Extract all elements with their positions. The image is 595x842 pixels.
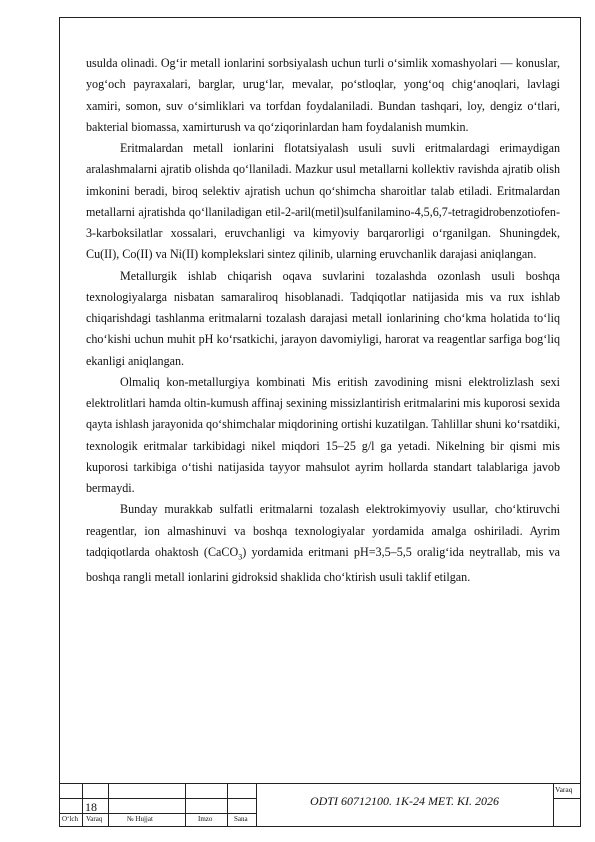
paragraph-5-text-a: Bunday murakkab sulfatli eritmalarni tozalash elektrokimyoviy usullar, cho‘ktiruvchi reagentlar, ion almashinuvi va boshqa texnologiyalar yordamida amalga oshiriladi. Ayrim tadqiqotlarda ohaktosh (CaCO [86,502,560,559]
paragraph-1: usulda olinadi. Og‘ir metall ionlarini sorbsiyalash uchun turli o‘simlik xomashyolari — konuslar, yog‘och payraxalari, barglar, urug‘lar, mevalar, po‘stloqlar, yong‘oq chig‘anoqlari, lavlagi xamiri, somon, suv o‘simliklari va torfdan foydalaniladi. Bundan tashqari, loy, dengiz o‘tlari, bakterial biomassa, xamirturush va qo‘ziqorinlardan ham foydalanish mumkin. [86,56,560,134]
paragraph-3: Metallurgik ishlab chiqarish oqava suvlarini tozalashda ozonlash usuli boshqa texnologiyalarga nisbatan samaraliroq hisoblanadi. Tadqiqotlar natijasida mis va rux ishlab chiqarishdagi tashlanma eritmalarni tozalash darajasi metall ionlarining cho‘kma holatida to‘liq cho‘kishi uchun muhit pH ko‘rsatkichi, jarayon davomiyligi, harorat va reagentlar sarfiga bog‘liq ekanligi aniqlangan. [86,268,560,368]
sana-label: Sana [234,815,248,823]
subscript-3: 3 [238,552,243,562]
doc-code: ODTI 60712100. 1K-24 MET. KI. 2026 [309,794,500,808]
document-body [86,53,560,589]
varaq-col-label: Varaq [86,815,103,823]
varaq-label: Varaq [555,785,573,794]
page-number: 18 [85,800,97,814]
olch-label: O‘lch [62,815,78,823]
title-block-stamp [59,783,581,827]
hujjat-label: № Hujjat [127,815,153,823]
paragraph-4: Olmaliq kon-metallurgiya kombinati Mis eritish zavodining misni elektrolizlash sexi elektrolitlari hamda oltin-kumush affinaj sexining missizlantirish eritmalarini mis kuporosi sexida qayta ishlash jarayonida qo‘shimchalar miqdorining ortishi kuzatilgan. Tahlillar shuni ko‘rsatdiki, texnologik eritmalar tarkibidagi nikel miqdori 15–25 g/l ga yetadi. Nikelning bir qismi mis kuporosi tarkibiga o‘tishi natijasida tayyor mahsulot ayrim hollarda standart talablariga javob bermaydi. [86,374,560,495]
paragraph-2: Eritmalardan metall ionlarini flotatsiyalash usuli suvli eritmalardagi erimaydigan aralashmalarni ajratib olishda qo‘llaniladi. Mazkur usul metallarni kollektiv ravishda ajratib olish imkonini beradi, biroq selektiv ajratish uchun qo‘shimcha sharoitlar talab etiladi. Eritmalardan metallarni ajratishda qo‘llaniladigan etil-2-aril(metil)sulfanilamino-4,5,6,7-tetragidrobenzotiofen-3-karboksilatlar xossalari, eruvchanligi va kimyoviy barqarorligi o‘rganilgan. Shuningdek, Cu(II), Co(II) va Ni(II) komplekslari sintez qilinib, ularning eruvchanlik darajasi aniqlangan. [86,141,560,262]
paragraph-5 [86,499,560,588]
imzo-label: Imzo [198,815,213,823]
paragraph-5-text-b: ) yordamida eritmani pH=3,5–5,5 oralig‘ida neytrallab, mis va boshqa rangli metall ionlarini gidroksid shaklida cho‘ktirish usuli taklif etilgan. [86,544,560,585]
